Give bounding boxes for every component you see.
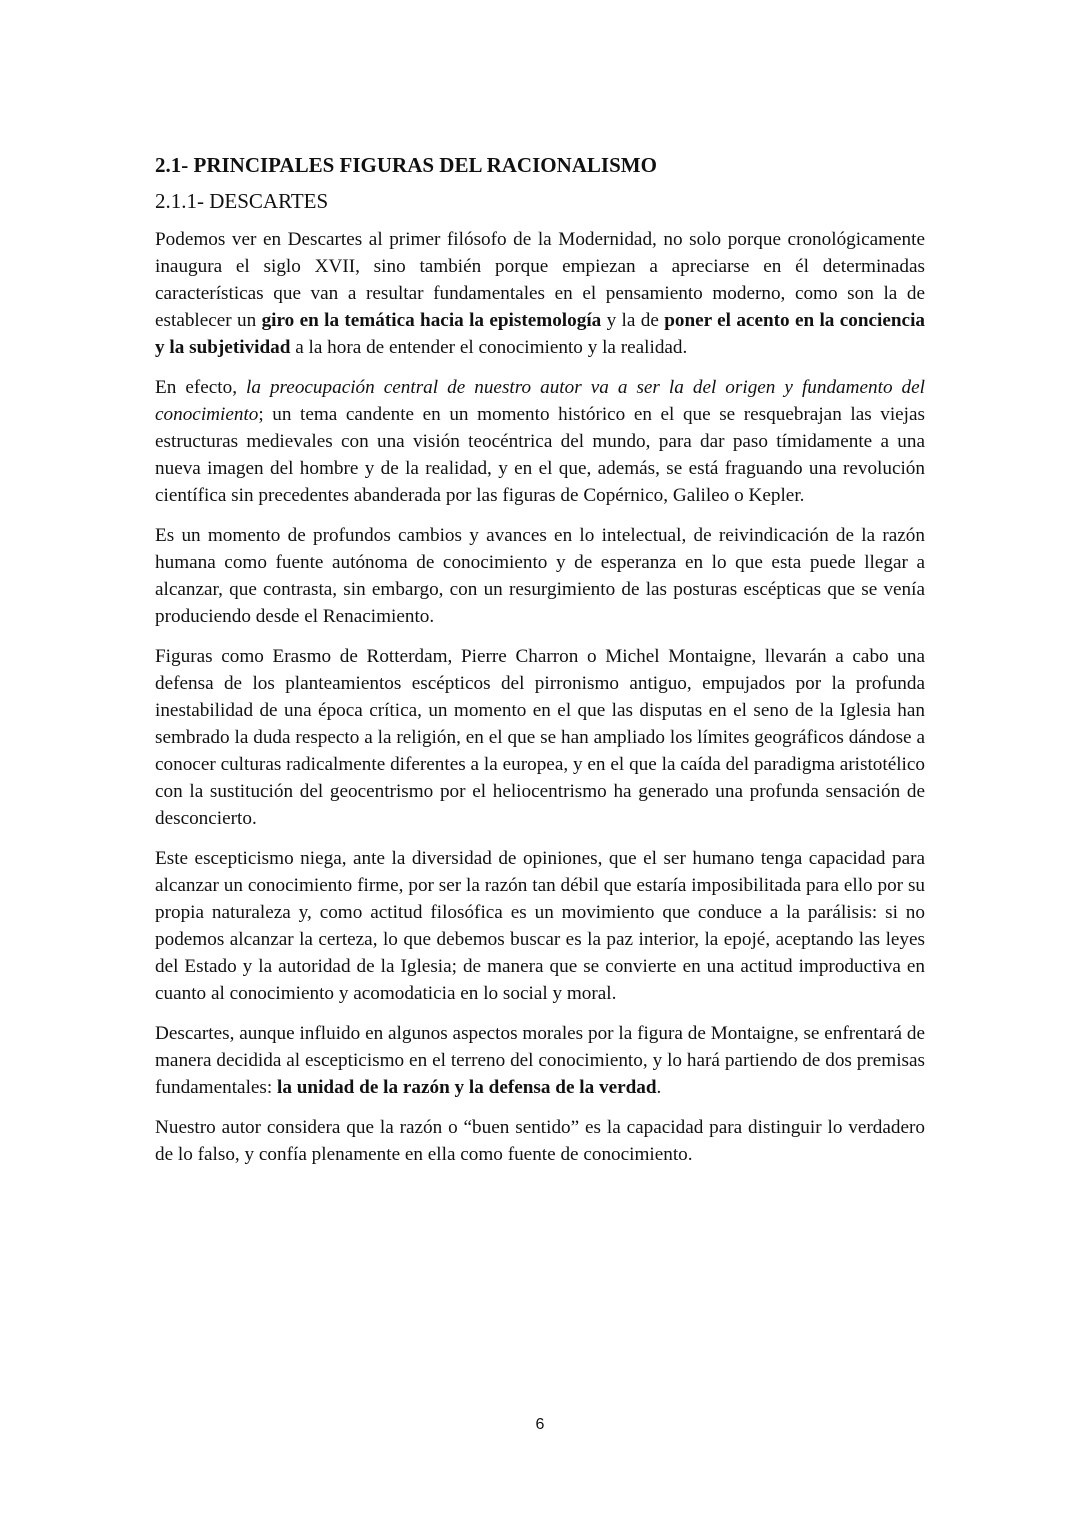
paragraph-1-text-a: Podemos ver en Descartes al primer filósofo de la Modernidad, no solo porque cronológicamente inaugura el siglo XVII, sino también porque empiezan a apreciarse en él determinadas características que van a resultar fundamentales en el pensamiento moderno, como son la de establecer un: [155, 229, 925, 331]
paragraph-1-bold-2: poner el acento en la conciencia y la subjetividad: [155, 310, 926, 358]
paragraph-2-text-b: ; un tema candente en un momento histórico en el que se resquebrajan las viejas estructuras medievales con una visión teocéntrica del mundo, para dar paso tímidamente a una nueva imagen del hombre y de la realidad, y en el que, además, se está fraguando una revolución científica sin precedentes abanderada por las figuras de Copérnico, Galileo o Kepler.: [155, 404, 925, 506]
paragraph-5: Este escepticismo niega, ante la diversidad de opiniones, que el ser humano tenga capacidad para alcanzar un conocimiento firme, por ser la razón tan débil que estaría imposibilitada para ello por su propia naturaleza y, como actitud filosófica es un movimiento que conduce a la parálisis: si no podemos alcanzar la certeza, lo que debemos buscar es la paz interior, la epojé, aceptando las leyes del Estado y la autoridad de la Iglesia; de manera que se convierte en una actitud improductiva en cuanto al conocimiento y acomodaticia en lo social y moral.: [155, 848, 925, 1004]
paragraph-4: Figuras como Erasmo de Rotterdam, Pierre Charron o Michel Montaigne, llevarán a cabo una defensa de los planteamientos escépticos del pirronismo antiguo, empujados por la profunda inestabilidad de una época crítica, un momento en el que las disputas en el seno de la Iglesia han sembrado la duda respecto a la religión, en el que se han ampliado los límites geográficos dándose a conocer culturas radicalmente diferentes a la europea, y en el que la caída del paradigma aristotélico con la sustitución del geocentrismo por el heliocentrismo ha generado una profunda sensación de desconcierto.: [155, 646, 925, 829]
paragraph-6-bold: la unidad de la razón y la defensa de la verdad: [277, 1077, 657, 1098]
paragraph-1-text-c: y la de: [601, 310, 665, 331]
document-page: [155, 150, 925, 1181]
paragraph-2: [155, 374, 925, 509]
page-number: 6: [535, 1416, 545, 1433]
paragraph-7: Nuestro autor considera que la razón o “buen sentido” es la capacidad para distinguir lo verdadero de lo falso, y confía plenamente en ella como fuente de conocimiento.: [155, 1117, 925, 1165]
paragraph-6: [155, 1020, 925, 1101]
paragraph-1: [155, 226, 925, 361]
paragraph-1-bold-1: giro en la temática hacia la epistemología: [261, 310, 602, 331]
paragraph-1-text-d: a la hora de entender el conocimiento y la realidad.: [290, 337, 688, 358]
paragraph-3: Es un momento de profundos cambios y avances en lo intelectual, de reivindicación de la razón humana como fuente autónoma de conocimiento y de esperanza en lo que esta puede llegar a alcanzar, que contrasta, sin embargo, con un resurgimiento de las posturas escépticas que se venía produciendo desde el Renacimiento.: [155, 525, 925, 627]
paragraph-6-text-a: Descartes, aunque influido en algunos aspectos morales por la figura de Montaigne, se enfrentará de manera decidida al escepticismo en el terreno del conocimiento, y lo hará partiendo de dos premisas fundamentales:: [155, 1023, 925, 1098]
paragraph-2-text-a: En efecto,: [155, 377, 247, 398]
subsection-heading: 2.1.1- DESCARTES: [155, 189, 329, 213]
section-heading: 2.1- PRINCIPALES FIGURAS DEL RACIONALISMO: [155, 153, 657, 177]
paragraph-6-text-c: .: [656, 1077, 662, 1098]
paragraph-2-italic: la preocupación central de nuestro autor va a ser la del origen y fundamento del conocimiento: [155, 377, 925, 425]
